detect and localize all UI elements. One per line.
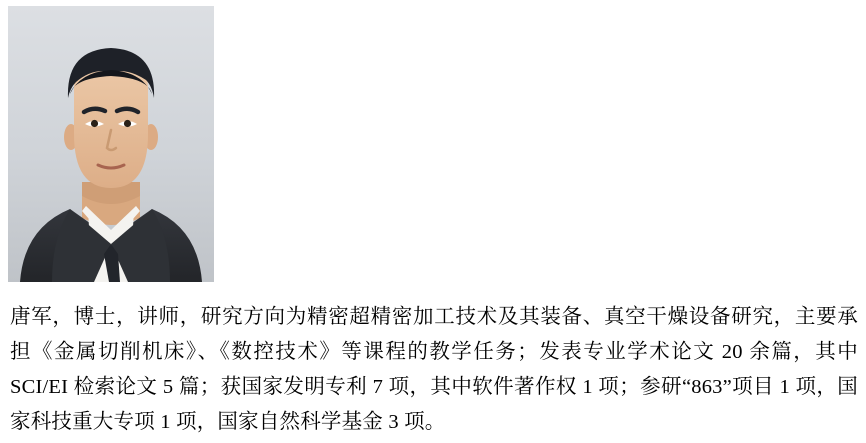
portrait-photo xyxy=(8,6,214,282)
biography-paragraph: 唐军，博士，讲师，研究方向为精密超精密加工技术及其装备、真空干燥设备研究，主要承担《金属切削机床》、《数控技术》等课程的教学任务；发表专业学术论文 20 余篇，其中 SCI/EI 检索论文 5 篇；获国家发明专利 7 项，其中软件著作权 1 项；参研“863”项目 1 项，国家科技重大专项 1 项，国家自然科学基金 3 项。 xyxy=(10,306,858,433)
portrait-illustration xyxy=(8,6,214,282)
